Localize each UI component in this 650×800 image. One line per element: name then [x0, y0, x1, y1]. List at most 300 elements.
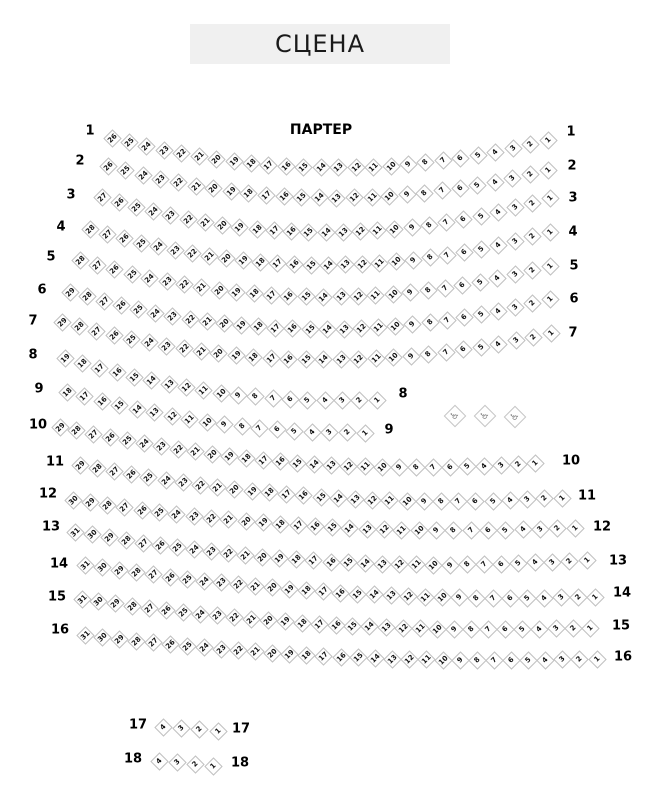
- seat[interactable]: [123, 330, 141, 348]
- seat[interactable]: [160, 375, 178, 393]
- seat[interactable]: [207, 150, 225, 168]
- seat[interactable]: [200, 247, 218, 265]
- seat[interactable]: [152, 170, 170, 188]
- seat[interactable]: [141, 599, 159, 617]
- seat[interactable]: [452, 149, 470, 167]
- seat[interactable]: [168, 754, 186, 772]
- seat[interactable]: [212, 384, 230, 402]
- seat[interactable]: [277, 485, 295, 503]
- seat[interactable]: [506, 199, 524, 217]
- seat[interactable]: [254, 451, 272, 469]
- seat[interactable]: [535, 589, 553, 607]
- seat[interactable]: [455, 211, 473, 229]
- seat[interactable]: [366, 649, 384, 667]
- seat[interactable]: [163, 407, 181, 425]
- seat[interactable]: [58, 383, 76, 401]
- seat[interactable]: [368, 222, 386, 240]
- seat[interactable]: [456, 243, 474, 261]
- seat[interactable]: [298, 646, 316, 664]
- seat[interactable]: [349, 350, 367, 368]
- seat[interactable]: [356, 554, 374, 572]
- seat[interactable]: [438, 311, 456, 329]
- seat[interactable]: [365, 586, 383, 604]
- seat[interactable]: [581, 619, 599, 637]
- seat[interactable]: [328, 189, 346, 207]
- seat[interactable]: [198, 413, 216, 431]
- seat[interactable]: [70, 318, 88, 336]
- seat[interactable]: [129, 300, 147, 318]
- seat[interactable]: [433, 588, 451, 606]
- seat[interactable]: [215, 314, 233, 332]
- seat[interactable]: [504, 169, 522, 187]
- seat[interactable]: [245, 285, 263, 303]
- seat[interactable]: [441, 458, 459, 476]
- seat[interactable]: [95, 292, 113, 310]
- seat[interactable]: [349, 649, 367, 667]
- seat[interactable]: [586, 588, 604, 606]
- seat[interactable]: [399, 155, 417, 173]
- seat[interactable]: [194, 381, 212, 399]
- seat[interactable]: [312, 488, 330, 506]
- seat[interactable]: [356, 424, 374, 442]
- seat[interactable]: [195, 639, 213, 657]
- seat[interactable]: [164, 307, 182, 325]
- seat[interactable]: [242, 155, 260, 173]
- seat[interactable]: [225, 608, 243, 626]
- seat[interactable]: [178, 570, 196, 588]
- seat[interactable]: [88, 459, 106, 477]
- seat[interactable]: [280, 580, 298, 598]
- seat[interactable]: [484, 589, 502, 607]
- seat[interactable]: [100, 529, 118, 547]
- seat[interactable]: [402, 347, 420, 365]
- seat[interactable]: [168, 505, 186, 523]
- seat[interactable]: [316, 392, 334, 410]
- seat[interactable]: [305, 552, 323, 570]
- seat[interactable]: [434, 151, 452, 169]
- seat[interactable]: [479, 521, 497, 539]
- seat[interactable]: [513, 620, 531, 638]
- seat[interactable]: [496, 620, 514, 638]
- seat[interactable]: [264, 644, 282, 662]
- seat[interactable]: [485, 651, 503, 669]
- seat[interactable]: [144, 566, 162, 584]
- seat[interactable]: [454, 341, 472, 359]
- seat[interactable]: [254, 548, 272, 566]
- seat[interactable]: [254, 514, 272, 532]
- seat[interactable]: [510, 554, 528, 572]
- seat[interactable]: [155, 141, 173, 159]
- seat[interactable]: [421, 313, 439, 331]
- seat[interactable]: [486, 143, 504, 161]
- seat[interactable]: [407, 458, 425, 476]
- seat[interactable]: [124, 597, 142, 615]
- seat[interactable]: [175, 340, 193, 358]
- seat[interactable]: [105, 326, 123, 344]
- seat[interactable]: [64, 491, 82, 509]
- seat[interactable]: [259, 611, 277, 629]
- seat[interactable]: [330, 159, 348, 177]
- seat[interactable]: [564, 619, 582, 637]
- seat[interactable]: [339, 457, 357, 475]
- seat[interactable]: [437, 214, 455, 232]
- seat[interactable]: [338, 424, 356, 442]
- seat[interactable]: [332, 648, 350, 666]
- seat[interactable]: [281, 390, 299, 408]
- seat[interactable]: [521, 135, 539, 153]
- seat[interactable]: [229, 641, 247, 659]
- seat[interactable]: [90, 359, 108, 377]
- seat[interactable]: [501, 589, 519, 607]
- seat[interactable]: [489, 335, 507, 353]
- seat[interactable]: [468, 176, 486, 194]
- seat[interactable]: [66, 523, 84, 541]
- seat[interactable]: [542, 324, 560, 342]
- seat[interactable]: [212, 640, 230, 658]
- seat[interactable]: [351, 223, 369, 241]
- seat[interactable]: [177, 378, 195, 396]
- seat[interactable]: [472, 305, 490, 323]
- seat[interactable]: [553, 489, 571, 507]
- seat[interactable]: [93, 628, 111, 646]
- seat[interactable]: [280, 287, 298, 305]
- seat[interactable]: [53, 313, 71, 331]
- seat[interactable]: [157, 471, 175, 489]
- seat[interactable]: [369, 318, 387, 336]
- seat[interactable]: [356, 457, 374, 475]
- seat[interactable]: [173, 145, 191, 163]
- seat[interactable]: [306, 517, 324, 535]
- seat[interactable]: [110, 193, 128, 211]
- seat[interactable]: [319, 256, 337, 274]
- seat[interactable]: [181, 410, 199, 428]
- seat[interactable]: [514, 521, 532, 539]
- wheelchair-seat[interactable]: [474, 405, 497, 428]
- seat[interactable]: [473, 240, 491, 258]
- seat[interactable]: [216, 415, 234, 433]
- seat[interactable]: [552, 589, 570, 607]
- seat[interactable]: [410, 521, 428, 539]
- seat[interactable]: [524, 294, 542, 312]
- seat[interactable]: [323, 518, 341, 536]
- seat[interactable]: [268, 255, 286, 273]
- seat[interactable]: [502, 651, 520, 669]
- seat[interactable]: [99, 157, 117, 175]
- seat[interactable]: [390, 555, 408, 573]
- seat[interactable]: [178, 637, 196, 655]
- seat[interactable]: [127, 632, 145, 650]
- seat[interactable]: [93, 392, 111, 410]
- seat[interactable]: [472, 338, 490, 356]
- seat[interactable]: [93, 188, 111, 206]
- seat[interactable]: [467, 492, 485, 510]
- seat[interactable]: [322, 553, 340, 571]
- seat[interactable]: [268, 421, 286, 439]
- seat[interactable]: [115, 230, 133, 248]
- seat[interactable]: [195, 572, 213, 590]
- seat[interactable]: [375, 520, 393, 538]
- seat[interactable]: [509, 455, 527, 473]
- seat[interactable]: [536, 490, 554, 508]
- seat[interactable]: [169, 440, 187, 458]
- seat[interactable]: [405, 251, 423, 269]
- seat[interactable]: [297, 351, 315, 369]
- seat[interactable]: [202, 543, 220, 561]
- seat[interactable]: [416, 184, 434, 202]
- seat[interactable]: [190, 148, 208, 166]
- seat[interactable]: [246, 643, 264, 661]
- seat[interactable]: [174, 473, 192, 491]
- seat[interactable]: [271, 549, 289, 567]
- seat[interactable]: [458, 457, 476, 475]
- seat[interactable]: [339, 554, 357, 572]
- seat[interactable]: [202, 509, 220, 527]
- seat[interactable]: [275, 187, 293, 205]
- seat[interactable]: [119, 432, 137, 450]
- seat[interactable]: [571, 650, 589, 668]
- seat[interactable]: [420, 216, 438, 234]
- seat[interactable]: [179, 210, 197, 228]
- seat[interactable]: [166, 241, 184, 259]
- seat[interactable]: [151, 536, 169, 554]
- seat[interactable]: [373, 458, 391, 476]
- seat[interactable]: [152, 438, 170, 456]
- seat[interactable]: [292, 188, 310, 206]
- seat[interactable]: [492, 456, 510, 474]
- seat[interactable]: [144, 634, 162, 652]
- seat[interactable]: [122, 465, 140, 483]
- seat[interactable]: [475, 457, 493, 475]
- seat[interactable]: [489, 302, 507, 320]
- seat[interactable]: [327, 616, 345, 634]
- seat[interactable]: [384, 348, 402, 366]
- seat[interactable]: [251, 419, 269, 437]
- seat[interactable]: [175, 276, 193, 294]
- seat[interactable]: [227, 346, 245, 364]
- seat[interactable]: [416, 588, 434, 606]
- seat[interactable]: [521, 165, 539, 183]
- seat[interactable]: [537, 651, 555, 669]
- seat[interactable]: [317, 224, 335, 242]
- seat[interactable]: [123, 265, 141, 283]
- seat[interactable]: [158, 272, 176, 290]
- seat[interactable]: [424, 458, 442, 476]
- seat[interactable]: [257, 186, 275, 204]
- seat[interactable]: [203, 445, 221, 463]
- seat[interactable]: [569, 588, 587, 606]
- seat[interactable]: [348, 585, 366, 603]
- seat[interactable]: [403, 219, 421, 237]
- seat[interactable]: [544, 553, 562, 571]
- seat[interactable]: [88, 322, 106, 340]
- seat[interactable]: [382, 157, 400, 175]
- seat[interactable]: [518, 589, 536, 607]
- seat[interactable]: [373, 555, 391, 573]
- seat[interactable]: [335, 320, 353, 338]
- seat[interactable]: [282, 223, 300, 241]
- seat[interactable]: [358, 520, 376, 538]
- seat[interactable]: [454, 276, 472, 294]
- seat[interactable]: [185, 541, 203, 559]
- seat[interactable]: [297, 581, 315, 599]
- seat[interactable]: [315, 288, 333, 306]
- seat[interactable]: [504, 139, 522, 157]
- seat[interactable]: [346, 490, 364, 508]
- seat[interactable]: [524, 328, 542, 346]
- seat[interactable]: [554, 651, 572, 669]
- seat[interactable]: [437, 343, 455, 361]
- seat[interactable]: [467, 589, 485, 607]
- seat[interactable]: [192, 342, 210, 360]
- seat[interactable]: [284, 320, 302, 338]
- seat[interactable]: [566, 519, 584, 537]
- seat[interactable]: [133, 501, 151, 519]
- seat[interactable]: [204, 180, 222, 198]
- seat[interactable]: [469, 146, 487, 164]
- seat[interactable]: [271, 452, 289, 470]
- seat[interactable]: [523, 261, 541, 279]
- seat[interactable]: [433, 182, 451, 200]
- seat[interactable]: [424, 556, 442, 574]
- seat[interactable]: [318, 320, 336, 338]
- seat[interactable]: [243, 482, 261, 500]
- seat[interactable]: [140, 468, 158, 486]
- seat[interactable]: [578, 551, 596, 569]
- seat[interactable]: [450, 589, 468, 607]
- seat[interactable]: [246, 577, 264, 595]
- seat[interactable]: [71, 456, 89, 474]
- seat[interactable]: [61, 283, 79, 301]
- seat[interactable]: [370, 254, 388, 272]
- seat[interactable]: [240, 184, 258, 202]
- seat[interactable]: [402, 283, 420, 301]
- seat[interactable]: [527, 554, 545, 572]
- seat[interactable]: [321, 423, 339, 441]
- seat[interactable]: [367, 286, 385, 304]
- seat[interactable]: [272, 515, 290, 533]
- seat[interactable]: [314, 583, 332, 601]
- seat[interactable]: [417, 154, 435, 172]
- seat[interactable]: [381, 491, 399, 509]
- seat[interactable]: [479, 621, 497, 639]
- seat[interactable]: [161, 568, 179, 586]
- seat[interactable]: [350, 391, 368, 409]
- seat[interactable]: [78, 288, 96, 306]
- seat[interactable]: [110, 630, 128, 648]
- seat[interactable]: [524, 194, 542, 212]
- seat[interactable]: [196, 213, 214, 231]
- seat[interactable]: [246, 388, 264, 406]
- seat[interactable]: [191, 605, 209, 623]
- seat[interactable]: [108, 364, 126, 382]
- seat[interactable]: [236, 546, 254, 564]
- seat[interactable]: [142, 372, 160, 390]
- seat[interactable]: [204, 757, 222, 775]
- seat[interactable]: [390, 458, 408, 476]
- seat[interactable]: [229, 575, 247, 593]
- seat[interactable]: [193, 278, 211, 296]
- seat[interactable]: [105, 462, 123, 480]
- seat[interactable]: [315, 351, 333, 369]
- seat[interactable]: [73, 590, 91, 608]
- seat[interactable]: [277, 157, 295, 175]
- seat[interactable]: [187, 177, 205, 195]
- seat[interactable]: [310, 189, 328, 207]
- seat[interactable]: [539, 131, 557, 149]
- seat[interactable]: [93, 558, 111, 576]
- seat[interactable]: [383, 650, 401, 668]
- seat[interactable]: [280, 350, 298, 368]
- seat[interactable]: [364, 158, 382, 176]
- seat[interactable]: [149, 238, 167, 256]
- seat[interactable]: [432, 492, 450, 510]
- seat[interactable]: [213, 216, 231, 234]
- seat[interactable]: [181, 310, 199, 328]
- seat[interactable]: [251, 253, 269, 271]
- seat[interactable]: [219, 545, 237, 563]
- seat[interactable]: [110, 561, 128, 579]
- seat[interactable]: [98, 225, 116, 243]
- seat[interactable]: [322, 456, 340, 474]
- seat[interactable]: [329, 489, 347, 507]
- seat[interactable]: [116, 499, 134, 517]
- seat[interactable]: [81, 220, 99, 238]
- seat[interactable]: [333, 392, 351, 410]
- seat[interactable]: [51, 418, 69, 436]
- seat[interactable]: [399, 587, 417, 605]
- seat[interactable]: [210, 344, 228, 362]
- seat[interactable]: [172, 719, 190, 737]
- seat[interactable]: [501, 491, 519, 509]
- seat[interactable]: [288, 454, 306, 472]
- seat[interactable]: [83, 526, 101, 544]
- seat[interactable]: [76, 556, 94, 574]
- seat[interactable]: [471, 273, 489, 291]
- seat[interactable]: [140, 334, 158, 352]
- seat[interactable]: [120, 133, 138, 151]
- seat[interactable]: [300, 223, 318, 241]
- seat[interactable]: [147, 304, 165, 322]
- seat[interactable]: [125, 368, 143, 386]
- seat[interactable]: [524, 228, 542, 246]
- seat[interactable]: [183, 244, 201, 262]
- seat[interactable]: [233, 417, 251, 435]
- seat[interactable]: [400, 650, 418, 668]
- seat[interactable]: [231, 218, 249, 236]
- seat[interactable]: [90, 592, 108, 610]
- seat[interactable]: [88, 256, 106, 274]
- seat[interactable]: [237, 449, 255, 467]
- seat[interactable]: [439, 246, 457, 264]
- seat[interactable]: [76, 626, 94, 644]
- wheelchair-seat[interactable]: [504, 406, 527, 429]
- seat[interactable]: [541, 223, 559, 241]
- seat[interactable]: [281, 645, 299, 663]
- seat[interactable]: [220, 511, 238, 529]
- seat[interactable]: [112, 296, 130, 314]
- seat[interactable]: [334, 223, 352, 241]
- seat[interactable]: [462, 522, 480, 540]
- seat[interactable]: [198, 312, 216, 330]
- seat[interactable]: [209, 722, 227, 740]
- seat[interactable]: [217, 250, 235, 268]
- seat[interactable]: [168, 539, 186, 557]
- seat[interactable]: [138, 137, 156, 155]
- seat[interactable]: [310, 615, 328, 633]
- seat[interactable]: [368, 391, 386, 409]
- seat[interactable]: [497, 521, 515, 539]
- seat[interactable]: [475, 555, 493, 573]
